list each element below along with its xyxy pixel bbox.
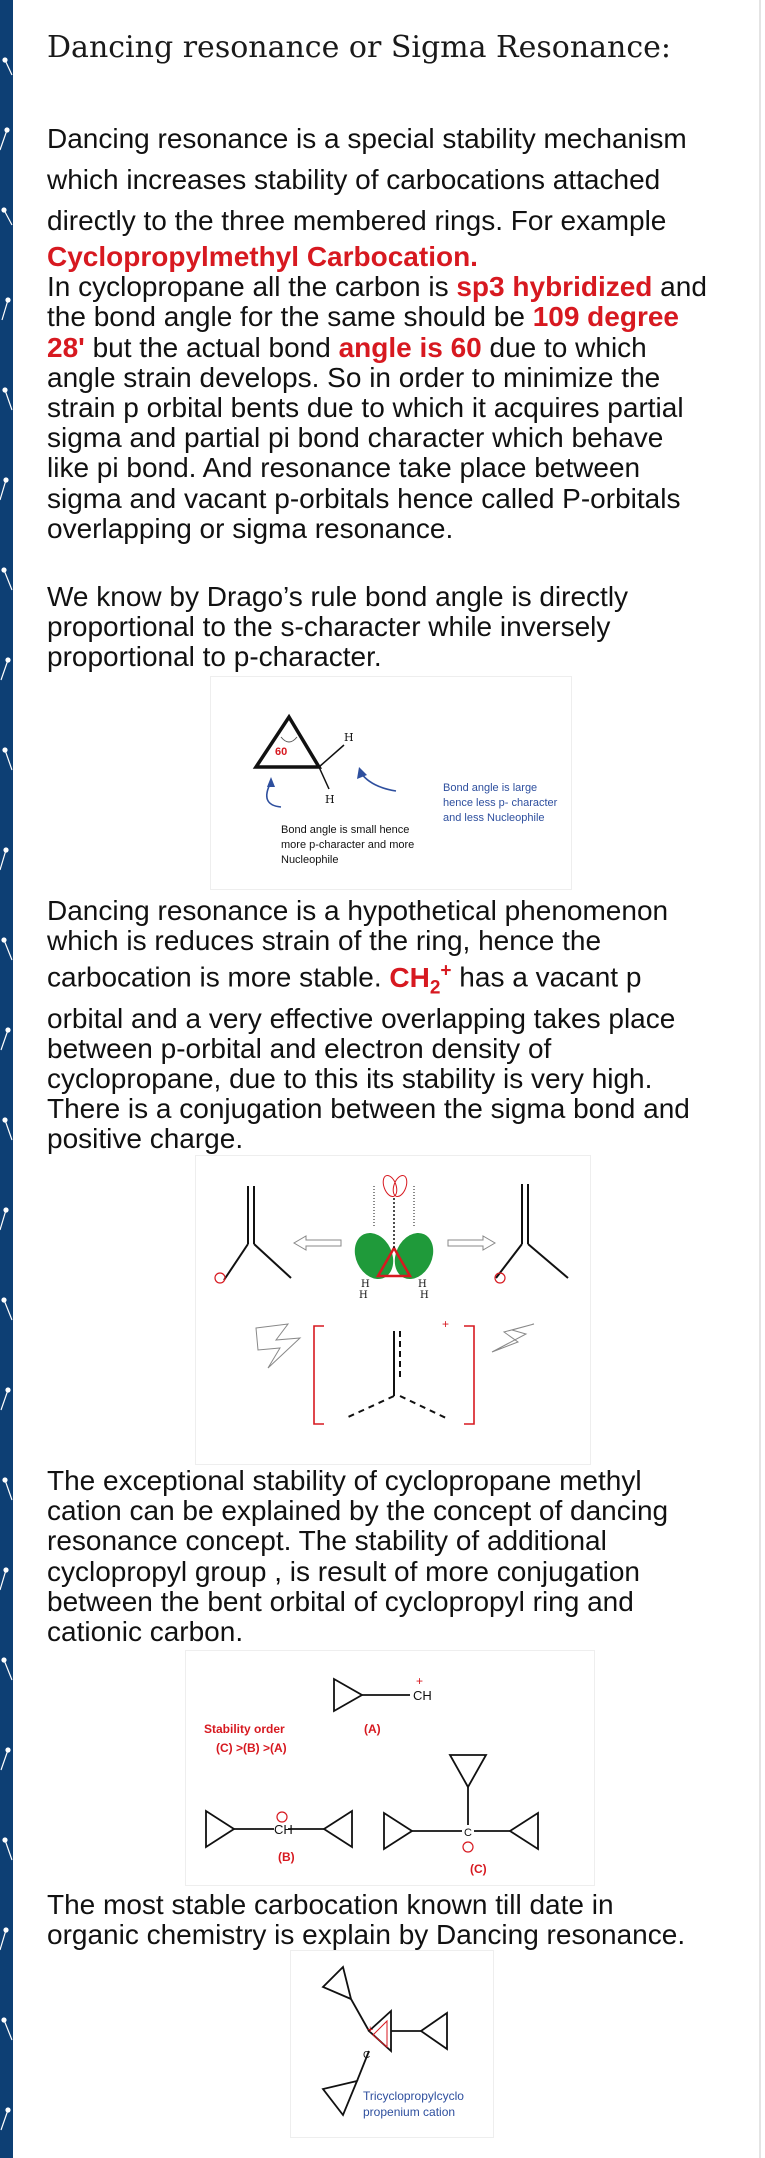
- angle-109-highlight: 109 degree: [532, 301, 680, 333]
- dancing-resonance-figure: [195, 1155, 591, 1465]
- drago-line: proportional to p-character.: [47, 641, 382, 673]
- strain-line: sigma and vacant p-orbitals hence called P-orbitals: [47, 482, 681, 514]
- stability-order-diagram: [186, 1651, 596, 1887]
- right-arrow-icon: [448, 1236, 495, 1250]
- hybrid-plus-label: +: [442, 1317, 450, 1331]
- h-label: H: [361, 1279, 370, 1290]
- left-decorative-rail: [0, 0, 13, 2158]
- drago-line: We know by Drago’s rule bond angle is directly: [47, 581, 629, 612]
- intro-paragraph: [47, 118, 687, 241]
- dancing-line: cyclopropane, due to this its stability is very high.: [47, 1062, 653, 1094]
- dancing-paragraph: [47, 896, 690, 1155]
- positive-charge-icon: [463, 1842, 473, 1852]
- molecule-pattern-icon: [0, 0, 13, 2158]
- compound-name: Tricyclopropylcyclo: [363, 2089, 464, 2103]
- dancing-line: [47, 956, 690, 1003]
- strain-paragraph: [47, 242, 707, 544]
- most-stable-paragraph: [47, 1890, 685, 1950]
- right-divider: [759, 0, 761, 2158]
- most-stable-line: The most stable carbocation known till date in: [47, 1889, 614, 1920]
- strain-text: the bond angle for the same should be: [47, 301, 533, 333]
- intro-line: directly to the three membered rings. For example: [47, 205, 667, 236]
- h-label: H: [359, 1290, 368, 1301]
- ch-label: CH: [413, 1688, 432, 1703]
- large-angle-note: hence less p- character: [443, 797, 558, 809]
- dancing-line: There is a conjugation between the sigma bond and: [47, 1093, 690, 1125]
- strain-line: like pi bond. And resonance take place between: [47, 452, 641, 484]
- ch-label: CH: [274, 1822, 293, 1837]
- ch2-formula: $CH_2^+$: [389, 960, 452, 999]
- strain-line: sigma and partial pi bond character which behave: [47, 422, 664, 454]
- strain-line: overlapping or sigma resonance.: [47, 512, 454, 544]
- small-angle-note: more p-character and more: [281, 839, 415, 851]
- h-label: H: [418, 1279, 427, 1290]
- large-angle-note: Bond angle is large: [443, 782, 538, 794]
- bond-angle-figure: [210, 676, 572, 890]
- exceptional-line: cation can be explained by the concept of dancing: [47, 1495, 669, 1527]
- dancing-line: positive charge.: [47, 1123, 244, 1155]
- dancing-text: carbocation is more stable.: [47, 961, 390, 993]
- strain-text: In cyclopropane all the carbon is: [47, 271, 457, 303]
- strain-line: angle strain develops. So in order to minimize the: [47, 361, 661, 393]
- dancing-line: orbital and a very effective overlapping takes place: [47, 1002, 676, 1034]
- strain-line: strain p orbital bents due to which it acquires partial: [47, 392, 684, 424]
- intro-line: which increases stability of carbocations attached: [47, 164, 661, 195]
- exceptional-line: cationic carbon.: [47, 1616, 244, 1648]
- tricyclopropylcyclopropenium-diagram: [291, 1951, 495, 2139]
- arrow-head-icon: [267, 777, 275, 787]
- strain-text: due to which: [481, 331, 647, 363]
- exceptional-line: cyclopropyl group , is result of more conjugation: [47, 1555, 640, 1587]
- small-angle-note: Bond angle is small hence: [281, 824, 410, 836]
- dancing-line: between p-orbital and electron density of: [47, 1032, 552, 1064]
- p-orbital-icon: [391, 1174, 410, 1199]
- large-angle-note: and less Nucleophile: [443, 812, 545, 824]
- strain-text: but the actual bond: [84, 331, 339, 363]
- dancing-text: has a vacant p: [451, 961, 642, 993]
- drago-line: proportional to the s-character while inversely: [47, 611, 611, 643]
- left-arrow-icon: [294, 1236, 341, 1250]
- lightning-arrow-icon: [256, 1324, 300, 1368]
- dancing-line: which is reduces strain of the ring, hence the: [47, 925, 602, 957]
- positive-charge-icon: [215, 1273, 225, 1283]
- h-bottom-label: H: [325, 793, 335, 806]
- strain-line: [47, 333, 707, 363]
- strain-line: [47, 272, 707, 302]
- h-top-label: H: [344, 731, 354, 744]
- label-c: (C): [470, 1862, 487, 1876]
- p-orbital-icon: [381, 1174, 400, 1199]
- exceptional-line: between the bent orbital of cyclopropyl ring and: [47, 1585, 634, 1617]
- dancing-line: Dancing resonance is a hypothetical phenomenon: [47, 895, 669, 926]
- strain-line: [47, 302, 707, 332]
- most-stable-line: organic chemistry is explain by Dancing resonance.: [47, 1919, 686, 1951]
- plus-label: +: [416, 1674, 424, 1688]
- lightning-arrow-icon: [492, 1324, 534, 1352]
- small-angle-note: Nucleophile: [281, 854, 339, 866]
- resonance-structures-diagram: [196, 1156, 592, 1466]
- positive-charge-icon: [277, 1812, 287, 1822]
- drago-paragraph: [47, 582, 628, 673]
- cyclopropane-bond-angle-diagram: [211, 677, 573, 891]
- strain-text: and: [652, 271, 707, 303]
- exceptional-line: The exceptional stability of cyclopropane methyl: [47, 1465, 642, 1496]
- h-label: H: [420, 1290, 429, 1301]
- c-atom-label: C: [464, 1827, 472, 1839]
- stability-order-value: (C) >(B) >(A): [216, 1741, 287, 1755]
- stability-order-title: Stability order: [204, 1722, 285, 1736]
- c-atom-label: C: [363, 2050, 371, 2061]
- label-a: (A): [364, 1722, 381, 1736]
- exceptional-paragraph: [47, 1466, 668, 1647]
- page-title: Dancing resonance or Sigma Resonance:: [47, 30, 672, 65]
- plus-label: +: [367, 2024, 374, 2036]
- exceptional-line: resonance concept. The stability of additional: [47, 1525, 607, 1557]
- label-b: (B): [278, 1850, 295, 1864]
- intro-line: Dancing resonance is a special stability mechanism: [47, 123, 687, 154]
- sp3-highlight: sp3 hybridized: [456, 271, 653, 303]
- angle-60-label: 60: [275, 746, 288, 758]
- compound-name: propenium cation: [363, 2105, 456, 2119]
- angle-28-highlight: 28': [47, 331, 85, 363]
- highlight-cyclopropylmethyl: Cyclopropylmethyl Carbocation.: [47, 241, 478, 272]
- stability-order-figure: [185, 1650, 595, 1886]
- angle-60-highlight: angle is 60: [338, 331, 482, 363]
- tricyclopropyl-figure: [290, 1950, 494, 2138]
